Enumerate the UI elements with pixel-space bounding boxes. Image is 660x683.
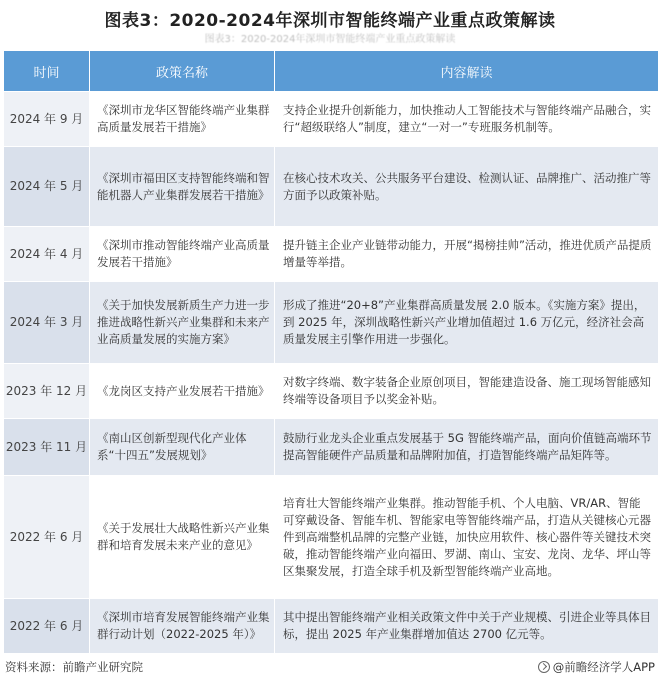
row-interpretation: 提升链主企业产业链带动能力，开展“揭榜挂帅”活动，推进优质产品提质增量等举措。 (275, 227, 659, 282)
chart-title: 图表3：2020-2024年深圳市智能终端产业重点政策解读 (104, 11, 556, 31)
footer (5, 659, 655, 677)
row-policy-name: 《南山区创新型现代化产业体系“十四五”发展规划》 (90, 419, 275, 476)
row-interpretation: 对数字终端、数字装备企业原创项目，智能建造设备、施工现场智能感知终端等设备项目予以奖金补贴。 (275, 364, 659, 419)
row-policy-name: 《关于发展壮大战略性新兴产业集群和培育发展未来产业的意见》 (90, 476, 275, 599)
row-policy-name: 《深圳市龙华区智能终端产业集群高质量发展若干措施》 (90, 92, 275, 147)
row-interpretation: 形成了推进“20+8”产业集群高质量发展 2.0 版本。《实施方案》提出，到 2025 年，深圳战略性新兴产业增加值超过 1.6 万亿元，经济社会高质量发展主引擎作用进一步强化。 (275, 282, 659, 364)
table-header-row (4, 51, 659, 92)
row-time: 2023 年 11 月 (4, 419, 90, 476)
table-row (4, 92, 659, 147)
row-policy-name: 《关于加快发展新质生产力进一步推进战略性新兴产业集群和未来产业高质量发展的实施方案》 (90, 282, 275, 364)
policy-table-container (3, 50, 658, 654)
source-note: 资料来源：前瞻产业研究院 (5, 660, 143, 674)
brand-logo-icon (538, 661, 550, 673)
table-row (4, 282, 659, 364)
brand-label: @前瞻经济学人APP (552, 660, 655, 674)
row-interpretation: 其中提出智能终端产业相关政策文件中关于产业规模、引进企业等具体目标，提出 2025 年产业集群增加值达 2700 亿元等。 (275, 599, 659, 654)
row-time: 2024 年 3 月 (4, 282, 90, 364)
brand-credit (538, 659, 655, 675)
header-policy-name: 政策名称 (90, 51, 275, 92)
row-interpretation: 培育壮大智能终端产业集群。推动智能手机、个人电脑、VR/AR、智能可穿戴设备、智能车机、智能家电等智能终端产品，打造从关键核心元器件到高端整机品牌的完整产业链，加快应用软件、核心器件等关键技术突破，推动智能终端产业向福田、罗湖、南山、宝安、龙岗、龙华、坪山等区集聚发展，打造全球手机及新型智能终端产业高地。 (275, 476, 659, 599)
ghost-subtitle: 图表3：2020-2024年深圳市智能终端产业重点政策解读 (204, 34, 456, 44)
row-interpretation: 在核心技术攻关、公共服务平台建设、检测认证、品牌推广、活动推广等方面予以政策补贴。 (275, 147, 659, 227)
table-row (4, 599, 659, 654)
policy-table (3, 50, 659, 654)
row-policy-name: 《深圳市福田区支持智能终端和智能机器人产业集群发展若干措施》 (90, 147, 275, 227)
header-time: 时间 (4, 51, 90, 92)
table-row (4, 419, 659, 476)
row-time: 2024 年 9 月 (4, 92, 90, 147)
table-row (4, 147, 659, 227)
row-policy-name: 《龙岗区支持产业发展若干措施》 (90, 364, 275, 419)
row-time: 2024 年 4 月 (4, 227, 90, 282)
row-policy-name: 《深圳市培育发展智能终端产业集群行动计划（2022-2025 年）》 (90, 599, 275, 654)
row-interpretation: 支持企业提升创新能力，加快推动人工智能技术与智能终端产品融合，实行“超级联络人”制度，建立“一对一”专班服务机制等。 (275, 92, 659, 147)
row-interpretation: 鼓励行业龙头企业重点发展基于 5G 智能终端产品，面向价值链高端环节提高智能硬件产品质量和品牌附加值，打造智能终端产品矩阵等。 (275, 419, 659, 476)
table-row (4, 476, 659, 599)
row-time: 2024 年 5 月 (4, 147, 90, 227)
row-time: 2022 年 6 月 (4, 476, 90, 599)
row-policy-name: 《深圳市推动智能终端产业高质量发展若干措施》 (90, 227, 275, 282)
header-interpretation: 内容解读 (275, 51, 659, 92)
table-row (4, 364, 659, 419)
row-time: 2022 年 6 月 (4, 599, 90, 654)
table-row (4, 227, 659, 282)
row-time: 2023 年 12 月 (4, 364, 90, 419)
